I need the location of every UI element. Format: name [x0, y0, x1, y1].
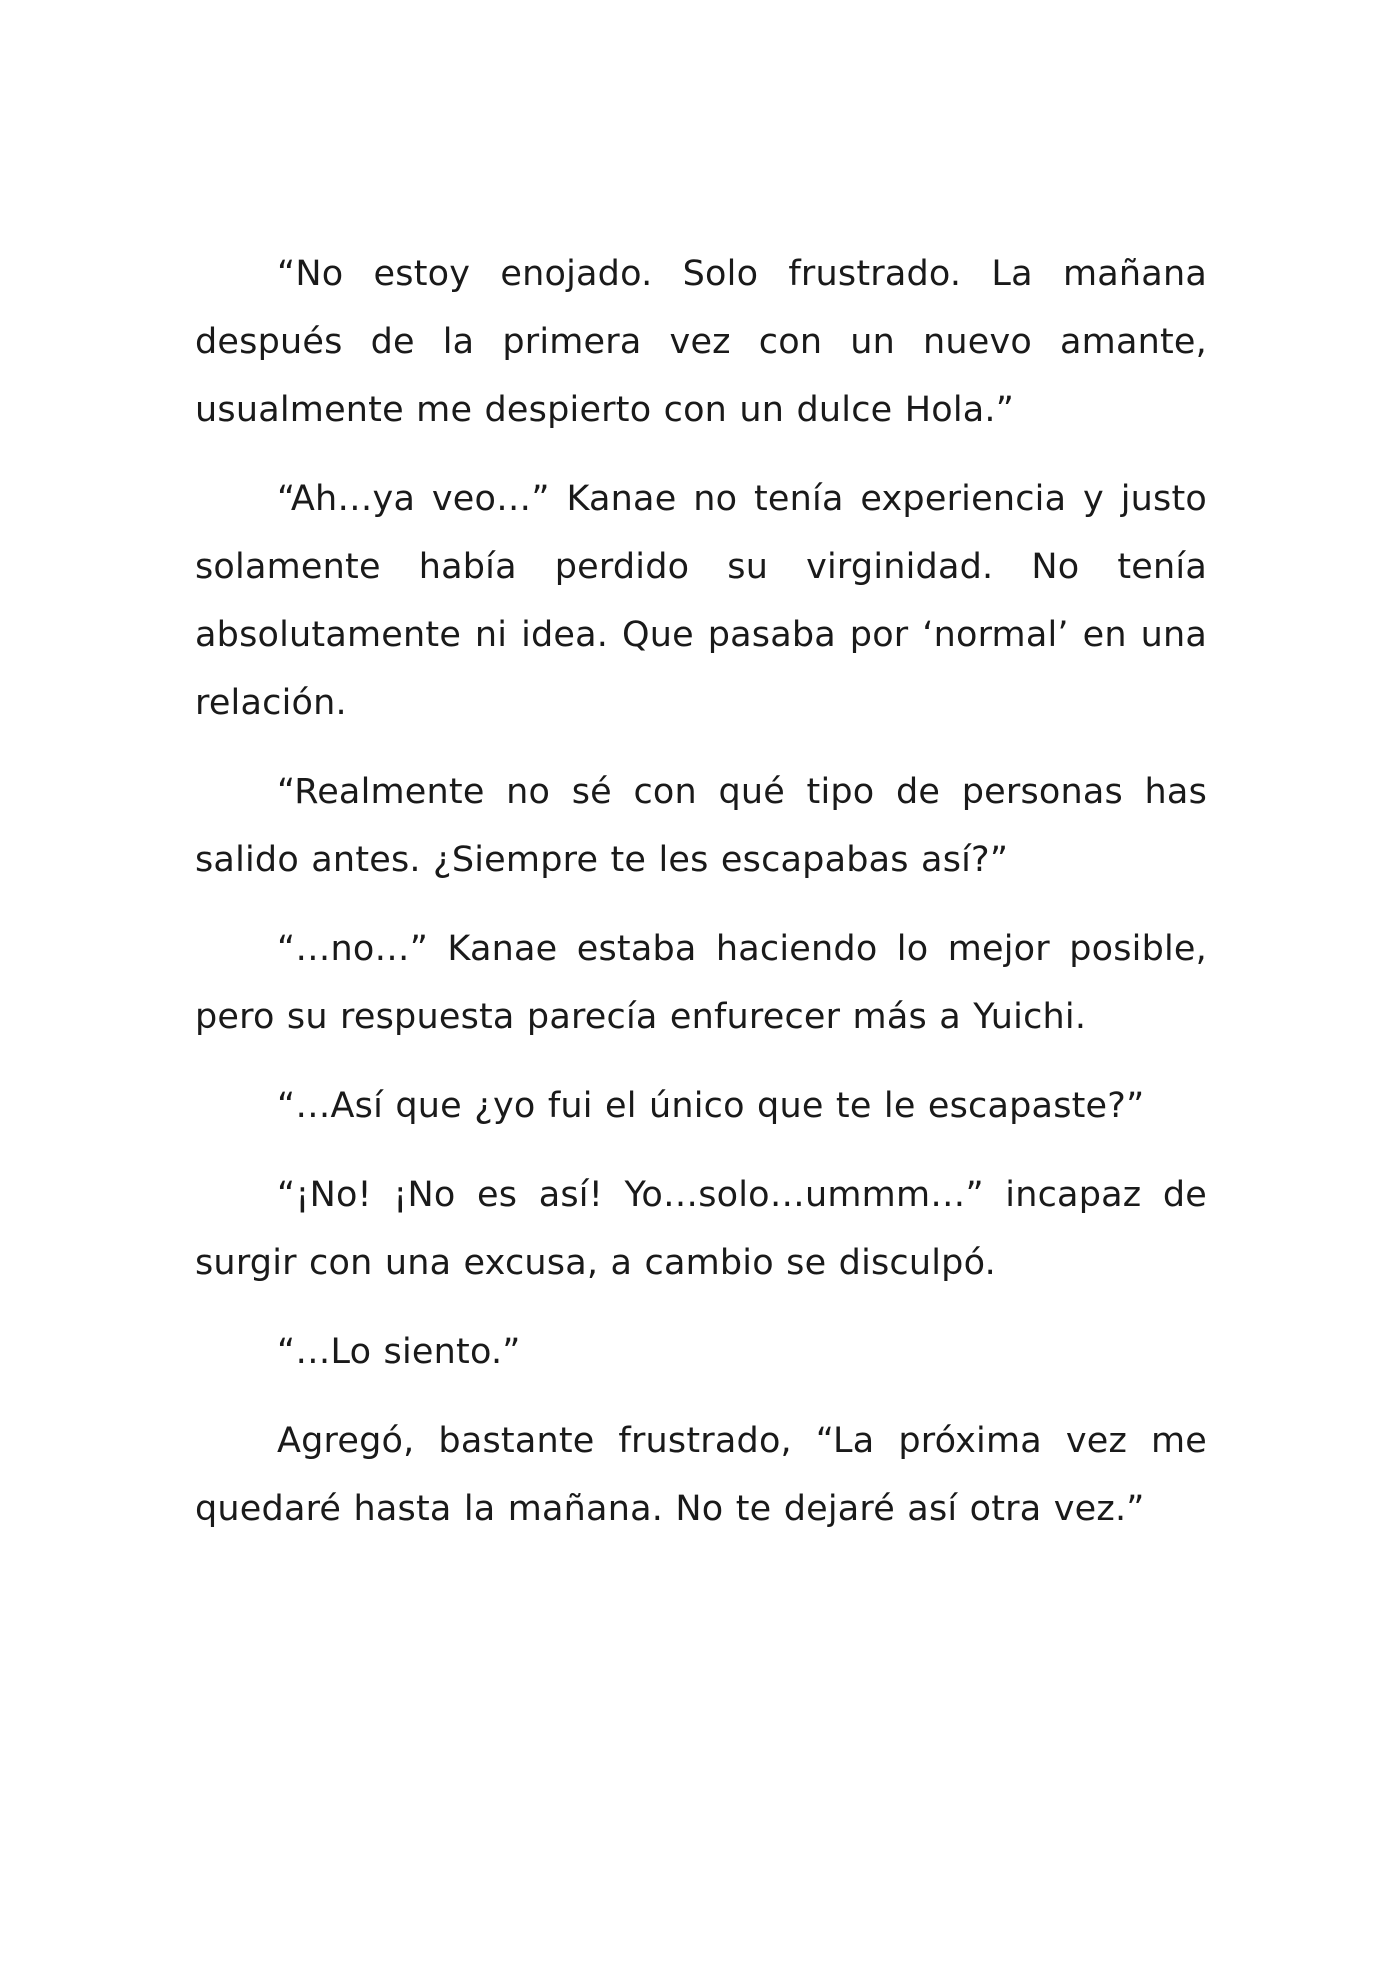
paragraph: “…Así que ¿yo fui el único que te le escapaste?” — [277, 1086, 1145, 1126]
paragraph: “¡No! ¡No es así! Yo…solo…ummm…” incapaz de surgir con una excusa, a cambio se disculpó. — [195, 1175, 1207, 1283]
paragraph: “…Lo siento.” — [277, 1332, 521, 1372]
paragraph: “No estoy enojado. Solo frustrado. La mañana después de la primera vez con un nuevo amante, usualmente me despierto con un dulce Hola.” — [195, 254, 1207, 430]
paragraph: “Realmente no sé con qué tipo de personas has salido antes. ¿Siempre te les escapabas así?” — [195, 772, 1207, 880]
paragraph: “Ah…ya veo…” Kanae no tenía experiencia y justo solamente había perdido su virginidad. No tenía absolutamente ni idea. Que pasaba por ‘normal’ en una relación. — [195, 479, 1207, 723]
paragraph: Agregó, bastante frustrado, “La próxima vez me quedaré hasta la mañana. No te dejaré así otra vez.” — [195, 1421, 1207, 1529]
paragraph: “…no…” Kanae estaba haciendo lo mejor posible, pero su respuesta parecía enfurecer más a Yuichi. — [195, 929, 1207, 1037]
body-text — [195, 240, 1207, 1564]
